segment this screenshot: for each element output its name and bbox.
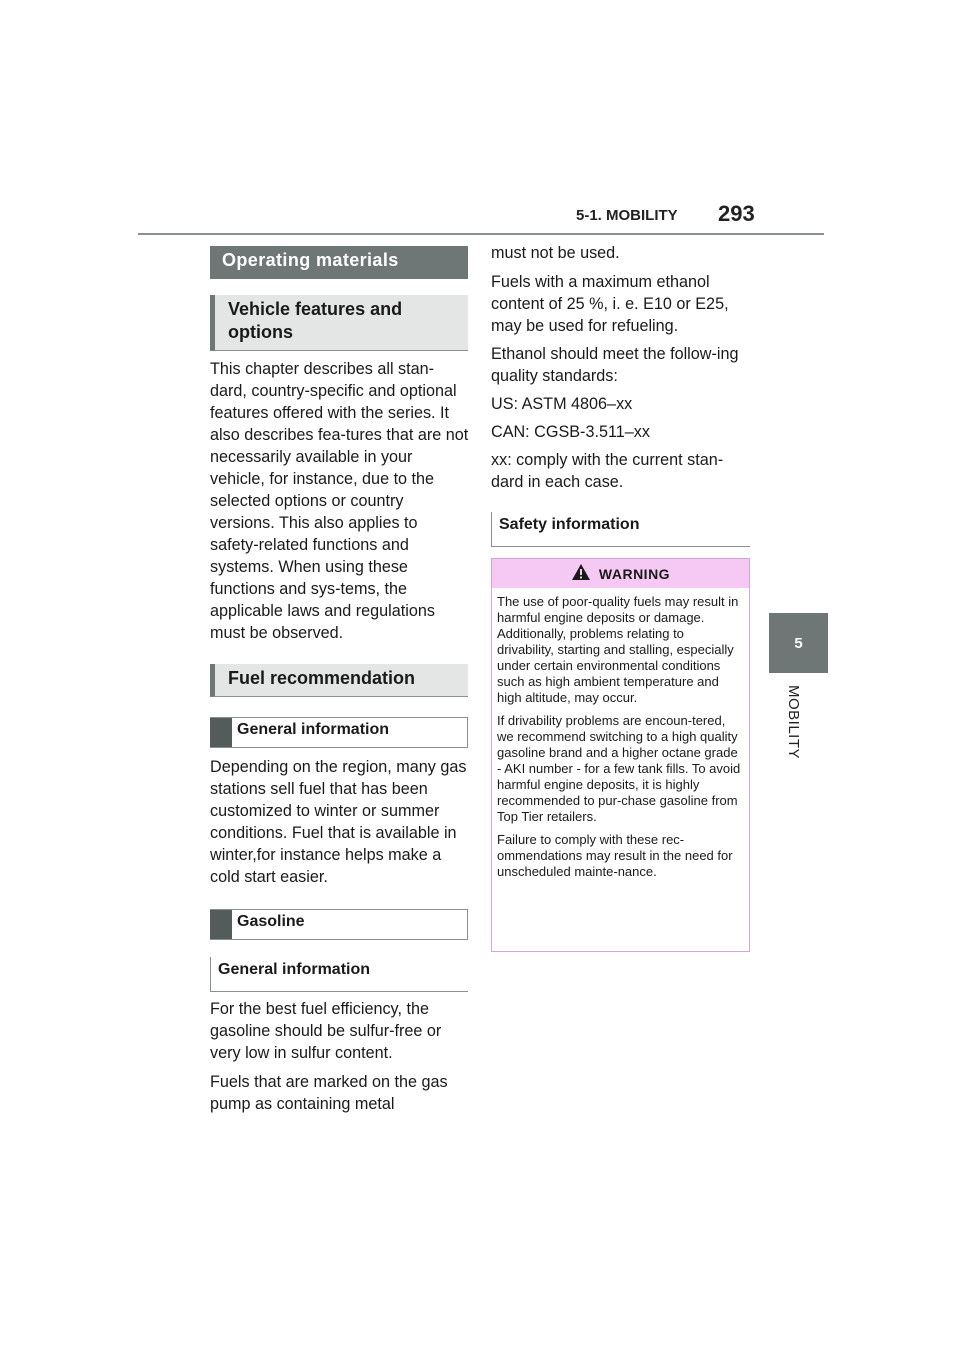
xx-paragraph: xx: comply with the current stan-dard in each case. <box>491 451 724 491</box>
warning-triangle-icon <box>571 563 591 584</box>
heading-gasoline <box>210 909 468 940</box>
warning-body <box>492 588 749 880</box>
heading-text: General information <box>237 721 390 738</box>
heading-vehicle-features: Vehicle features and options <box>210 295 468 351</box>
us-standard: US: ASTM 4806–xx <box>491 395 633 413</box>
heading-fuel-recommendation: Fuel recommendation <box>210 664 468 697</box>
warning-title: WARNING <box>598 565 671 582</box>
region-paragraph: Depending on the region, many gas stations sell fuel that has been customized to winter or summer conditions. Fuel that is available in winter,for instance helps make a cold start easier. <box>210 758 467 886</box>
can-standard: CAN: CGSB-3.511–xx <box>491 423 650 441</box>
warning-paragraph-3: Failure to comply with these rec-ommendations may result in the need for unscheduled mainte-nance. <box>497 832 733 879</box>
warning-box <box>491 558 750 952</box>
metal-paragraph-continued: must not be used. <box>491 244 620 262</box>
heading-general-information-1 <box>210 717 468 748</box>
heading-general-information-2: General information <box>210 957 468 992</box>
heading-operating-materials: Operating materials <box>210 246 468 279</box>
warning-header <box>492 559 749 588</box>
chapter-label: MOBILITY <box>785 685 802 760</box>
heading-marker <box>210 718 232 747</box>
heading-safety-information: Safety information <box>491 512 750 547</box>
intro-paragraph: This chapter describes all stan-dard, country-specific and optional features offered with the series. It also describes fea-tures that are not necessarily available in your vehicle, for instance, due to the selected options or country versions. This also applies to safety-related functions and systems. When using these functions and sys-tems, the applicable laws and regulations must be observed. <box>210 360 469 642</box>
ethanol-paragraph: Fuels with a maximum ethanol content of 25 %, i. e. E10 or E25, may be used for refueling. <box>491 273 729 335</box>
metal-paragraph: Fuels that are marked on the gas pump as containing metal <box>210 1073 448 1113</box>
section-title: 5-1. MOBILITY <box>576 207 678 224</box>
header-divider <box>138 233 824 235</box>
standards-paragraph: Ethanol should meet the follow-ing quality standards: <box>491 345 739 385</box>
page-number: 293 <box>718 201 755 226</box>
chapter-number: 5 <box>794 634 803 652</box>
heading-text: Gasoline <box>237 913 305 930</box>
chapter-tab <box>769 613 828 673</box>
warning-paragraph-1: The use of poor-quality fuels may result in harmful engine deposits or damage. Additionally, problems relating to drivability, starting and stalling, especially under certain environmental conditions such as high ambient temperature and high altitude, may occur. <box>497 594 739 705</box>
heading-marker <box>210 910 232 939</box>
sulfur-paragraph: For the best fuel efficiency, the gasoline should be sulfur-free or very low in sulfur content. <box>210 1000 442 1062</box>
warning-paragraph-2: If drivability problems are encoun-tered, we recommend switching to a high quality gasoline brand and a higher octane grade - AKI number - for a few tank fills. To avoid harmful engine deposits, it is highly recommended to pur-chase gasoline from Top Tier retailers. <box>497 713 741 824</box>
